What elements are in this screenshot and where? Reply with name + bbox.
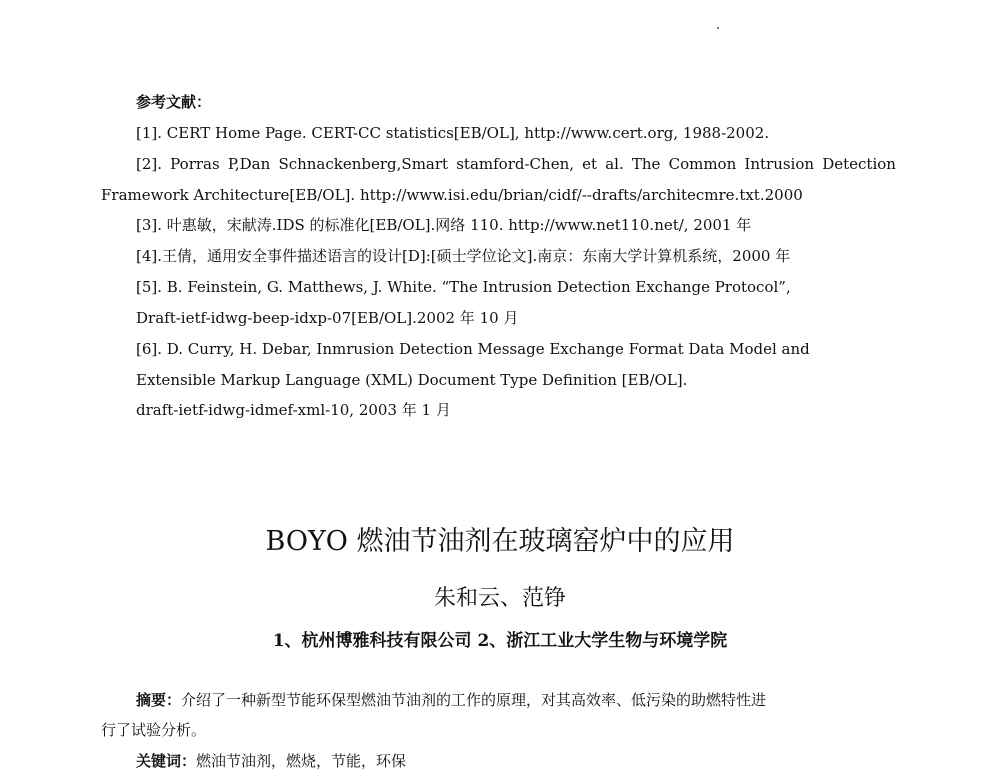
abstract-label: 摘要： (136, 691, 182, 709)
article-title: BOYO 燃油节油剂在玻璃窑炉中的应用 (265, 526, 735, 557)
reference-2-word: al. (605, 155, 624, 173)
reference-6-line-3: draft-ietf-idwg-idmef-xml-10, 2003 年 1 月 (136, 401, 451, 419)
references-heading: 参考文献： (136, 93, 212, 111)
reference-2-word: Common (668, 155, 737, 173)
reference-2-word: et (582, 155, 598, 173)
article-affiliations: 1、杭州博雅科技有限公司 2、浙江工业大学生物与环境学院 (272, 631, 728, 651)
reference-4: [4].王倩，通用安全事件描述语言的设计[D]:[硕士学位论文].南京：东南大学计算机系统，2000 年 (136, 247, 791, 265)
reference-2-word: Detection (822, 155, 896, 173)
scan-dot (717, 27, 719, 29)
reference-6-line-1: [6]. D. Curry, H. Debar, Inmrusion Detection Message Exchange Format Data Model and (136, 340, 810, 358)
reference-5-line-1: [5]. B. Feinstein, G. Matthews, J. White. “The Intrusion Detection Exchange Protocol”, (136, 278, 791, 296)
reference-2-line-1 (136, 154, 896, 174)
abstract-text-1: 介绍了一种新型节能环保型燃油节油剂的工作的原理，对其高效率、低污染的助燃特性进 (181, 691, 767, 709)
reference-2-word: [2]. (136, 155, 163, 173)
keywords-line (136, 751, 406, 771)
abstract-line-2: 行了试验分析。 (101, 721, 207, 739)
reference-2-word: P,Dan (227, 155, 271, 173)
abstract-line-1 (136, 690, 896, 710)
reference-2-word: The (631, 155, 661, 173)
reference-5-line-2: Draft-ietf-idwg-beep-idxp-07[EB/OL].2002 年 10 月 (136, 309, 519, 327)
reference-2-line-2: Framework Architecture[EB/OL]. http://www.isi.edu/brian/cidf/--drafts/architecmre.txt.2000 (101, 186, 803, 204)
reference-1: [1]. CERT Home Page. CERT-CC statistics[EB/OL], http://www.cert.org, 1988-2002. (136, 124, 770, 142)
reference-2-word: Schnackenberg,Smart (278, 155, 449, 173)
reference-3: [3]. 叶惠敏，宋献涛.IDS 的标准化[EB/OL].网络 110. http://www.net110.net/, 2001 年 (136, 216, 752, 234)
reference-2-word: Intrusion (744, 155, 815, 173)
keywords-text: 燃油节油剂，燃烧，节能，环保 (196, 752, 407, 770)
article-authors: 朱和云、范铮 (433, 586, 566, 611)
reference-2-word: Porras (170, 155, 220, 173)
reference-2-word: stamford-Chen, (456, 155, 574, 173)
reference-6-line-2: Extensible Markup Language (XML) Document Type Definition [EB/OL]. (136, 371, 688, 389)
keywords-label: 关键词： (136, 752, 197, 770)
